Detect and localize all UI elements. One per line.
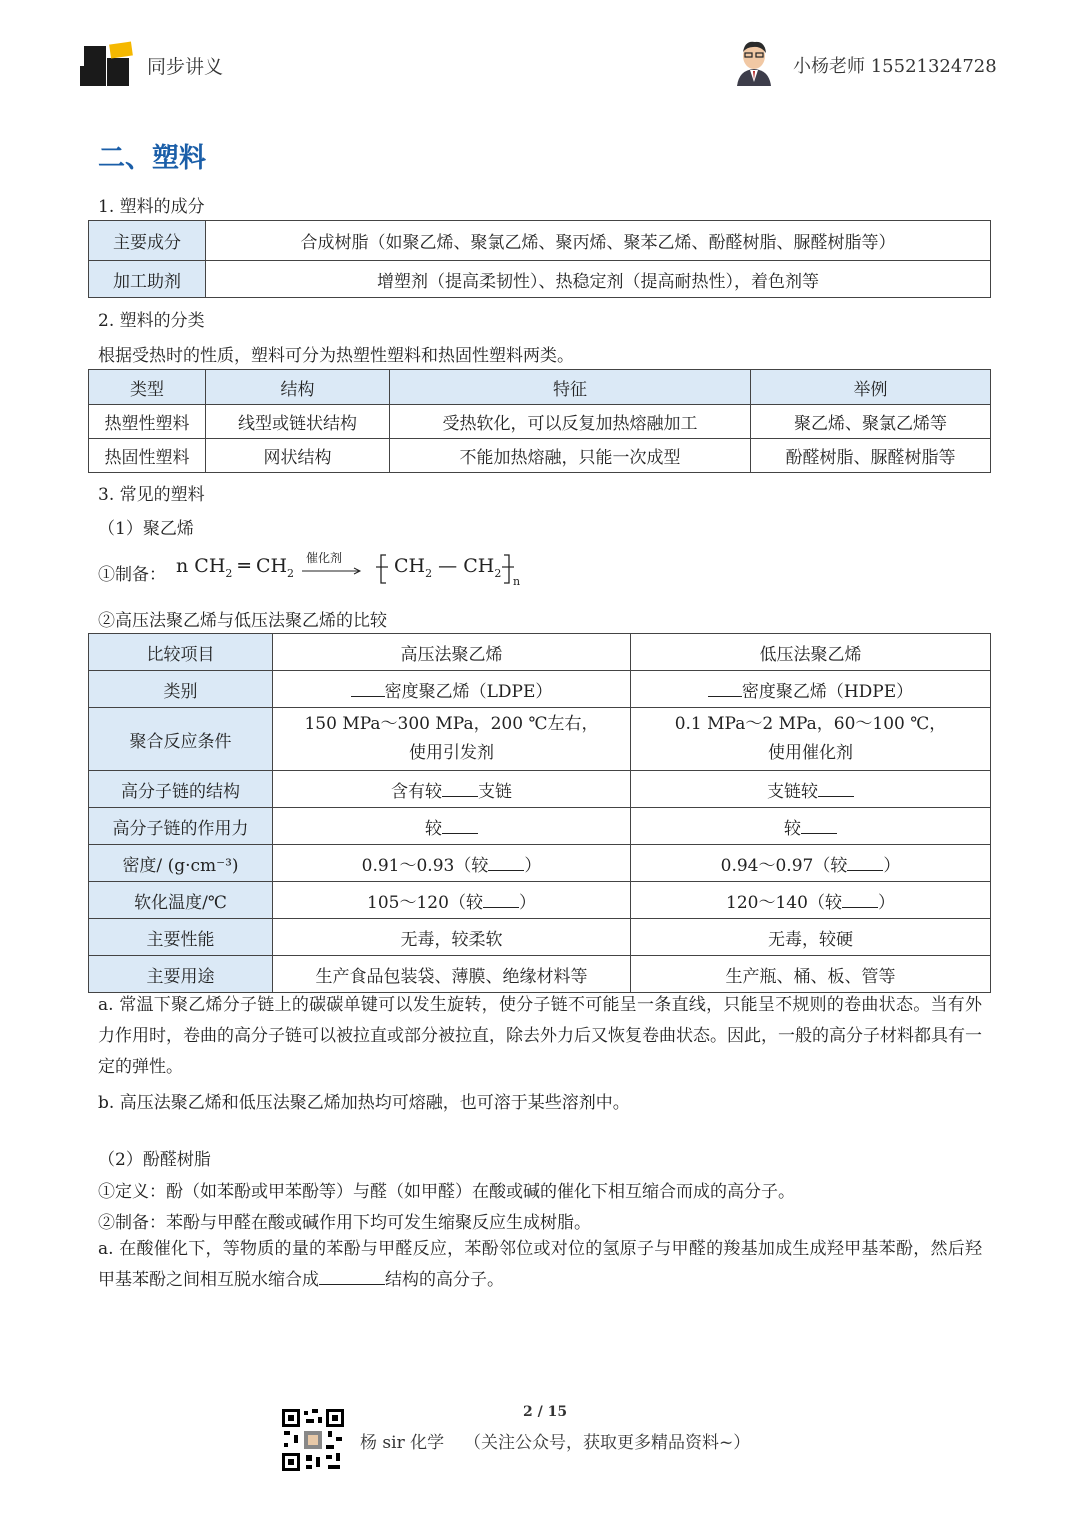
compare-heading: ②高压法聚乙烯与低压法聚乙烯的比较 — [98, 611, 387, 631]
table-row — [89, 708, 991, 771]
page-number: 2 / 15 — [523, 1404, 568, 1420]
phenolic-note-a: a. 在酸催化下，等物质的量的苯酚与甲醛反应，苯酚邻位或对位的氢原子与甲醛的羧基加成生成羟甲基苯酚，然后羟甲基苯酚之间相互脱水缩合成 结构的高分子。 — [98, 1239, 982, 1290]
phenolic-preparation: ②制备：苯酚与甲醛在酸或碱作用下均可发生缩聚反应生成树脂。 — [98, 1213, 591, 1233]
part2-intro: 根据受热时的性质，塑料可分为热塑性塑料和热固性塑料两类。 — [98, 346, 574, 366]
table-row — [89, 221, 991, 261]
table-cell: 密度聚乙烯（LDPE） — [273, 671, 631, 708]
table-cell-value: 合成树脂（如聚乙烯、聚氯乙烯、聚丙烯、聚苯乙烯、酚醛树脂、脲醛树脂等） — [206, 221, 991, 261]
section-title: 二、塑料 — [98, 143, 206, 174]
table-cell: 105～120（较 ） — [273, 882, 631, 919]
table-cell: 含有较 支链 — [273, 771, 631, 808]
table-cell: 无毒，较硬 — [631, 919, 991, 956]
table-cell-label: 主要成分 — [89, 221, 206, 261]
prep-label: ①制备： — [98, 565, 166, 585]
logo — [80, 40, 136, 88]
header-title: 同步讲义 — [147, 56, 224, 78]
table-row — [89, 919, 991, 956]
table-row — [89, 261, 991, 298]
part3-heading: 3. 常见的塑料 — [98, 485, 205, 505]
table-cell-label: 加工助剂 — [89, 261, 206, 298]
part1-heading: 1. 塑料的成分 — [98, 197, 205, 217]
table-cell-item: 高分子链的结构 — [89, 771, 273, 808]
table-cell: 网状结构 — [206, 439, 390, 473]
table-cell: 150 MPa～300 MPa，200 ℃左右， 使用引发剂 — [273, 708, 631, 771]
table-header-row — [89, 634, 991, 671]
table-cell-item: 主要性能 — [89, 919, 273, 956]
qr-code — [280, 1407, 346, 1473]
table-cell: 热固性塑料 — [89, 439, 206, 473]
table-cell-item: 聚合反应条件 — [89, 708, 273, 771]
catalyst-label: 催化剂 — [306, 551, 343, 565]
table-cell: 较 — [631, 808, 991, 845]
table-cell: 无毒，较柔软 — [273, 919, 631, 956]
table-cell-item: 密度/ (g·cm⁻³) — [89, 845, 273, 882]
single-bond: — — [438, 555, 458, 577]
product-ch2: CH — [394, 555, 426, 577]
table-header: 高压法聚乙烯 — [273, 634, 631, 671]
table-row — [89, 956, 991, 993]
table-header-row — [89, 370, 991, 405]
table-header: 举例 — [751, 370, 991, 405]
product-ch2-b: CH — [463, 555, 495, 577]
table-row — [89, 439, 991, 473]
reaction-arrow — [302, 567, 364, 575]
table-cell: 不能加热熔融，只能一次成型 — [390, 439, 751, 473]
bracket-left-icon — [376, 553, 390, 587]
table-header: 特征 — [390, 370, 751, 405]
comparison-table — [88, 633, 991, 993]
table-cell: 热塑性塑料 — [89, 405, 206, 439]
table-row — [89, 882, 991, 919]
phenolic-definition: ①定义：酚（如苯酚或甲苯酚等）与醛（如甲醛）在酸或碱的催化下相互缩合而成的高分子。 — [98, 1182, 795, 1202]
table-row — [89, 671, 991, 708]
phenolic-heading: （2）酚醛树脂 — [98, 1150, 211, 1170]
reactant-ch2: n CH — [176, 555, 226, 577]
degree-n: n — [513, 575, 521, 588]
table-cell: 受热软化，可以反复加热熔融加工 — [390, 405, 751, 439]
table-row — [89, 405, 991, 439]
table-cell-item: 类别 — [89, 671, 273, 708]
table-cell: 0.94～0.97（较 ） — [631, 845, 991, 882]
table-header: 类型 — [89, 370, 206, 405]
table-cell: 酚醛树脂、脲醛树脂等 — [751, 439, 991, 473]
table-cell: 密度聚乙烯（HDPE） — [631, 671, 991, 708]
teacher-avatar — [733, 38, 775, 86]
table-cell: 线型或链状结构 — [206, 405, 390, 439]
footer-slogan: （关注公众号，获取更多精品资料~） — [464, 1433, 751, 1453]
part2-heading: 2. 塑料的分类 — [98, 311, 205, 331]
table-cell: 0.91～0.93（较 ） — [273, 845, 631, 882]
table-row — [89, 771, 991, 808]
table-cell: 120～140（较 ） — [631, 882, 991, 919]
composition-table — [88, 220, 991, 298]
table-cell: 聚乙烯、聚氯乙烯等 — [751, 405, 991, 439]
note-b: b. 高压法聚乙烯和低压法聚乙烯加热均可熔融，也可溶于某些溶剂中。 — [98, 1093, 630, 1113]
table-header: 低压法聚乙烯 — [631, 634, 991, 671]
polyethylene-heading: （1）聚乙烯 — [98, 519, 194, 539]
table-cell-value: 增塑剂（提高柔韧性）、热稳定剂（提高耐热性），着色剂等 — [206, 261, 991, 298]
classification-table — [88, 369, 991, 473]
table-cell: 0.1 MPa～2 MPa，60～100 ℃， 使用催化剂 — [631, 708, 991, 771]
table-header: 比较项目 — [89, 634, 273, 671]
table-cell-item: 软化温度/℃ — [89, 882, 273, 919]
double-bond: ═ — [238, 555, 250, 577]
table-header: 结构 — [206, 370, 390, 405]
table-cell: 支链较 — [631, 771, 991, 808]
table-cell: 生产瓶、桶、板、管等 — [631, 956, 991, 993]
table-cell: 较 — [273, 808, 631, 845]
table-cell: 生产食品包装袋、薄膜、绝缘材料等 — [273, 956, 631, 993]
table-row — [89, 808, 991, 845]
table-cell-item: 主要用途 — [89, 956, 273, 993]
footer-brand: 杨 sir 化学 — [360, 1433, 445, 1453]
reactant-ch2-b: CH — [255, 555, 288, 577]
teacher-contact: 小杨老师 15521324728 — [793, 56, 997, 77]
note-a: a. 常温下聚乙烯分子链上的碳碳单键可以发生旋转，使分子链不可能呈一条直线，只能呈不规则的卷曲状态。当有外力作用时，卷曲的高分子链可以被拉直或部分被拉直，除去外力后又恢复卷曲状态。因此，一般的高分子材料都具有一定的弹性。 — [98, 995, 982, 1077]
table-cell-item: 高分子链的作用力 — [89, 808, 273, 845]
table-row — [89, 845, 991, 882]
bracket-right-icon — [500, 553, 514, 587]
